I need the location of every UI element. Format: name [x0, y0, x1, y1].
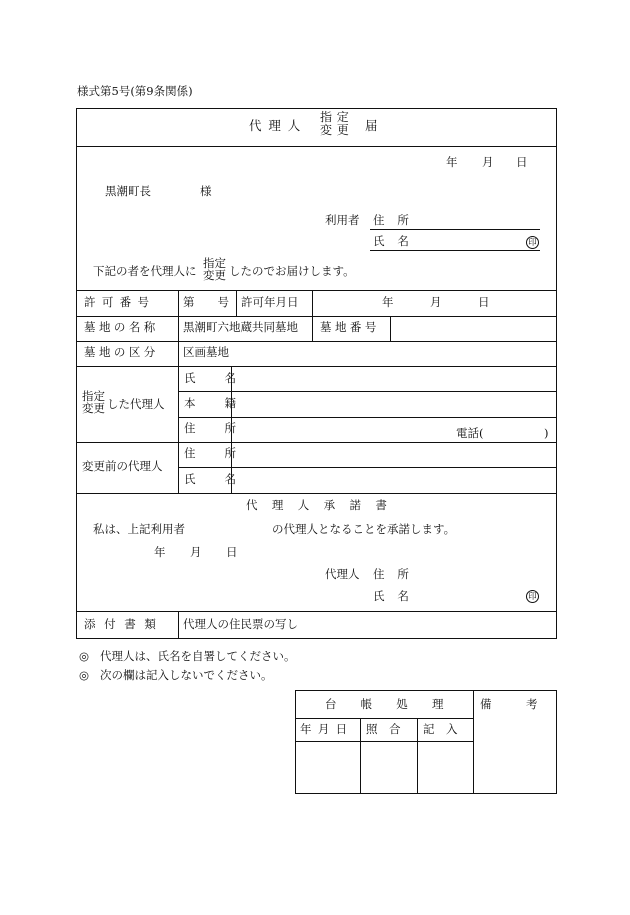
consent-address-label: 住 所 [373, 567, 414, 581]
permit-number-label: 許可番号 [84, 295, 156, 309]
honorific: 様 [200, 184, 212, 198]
phone-label: 電話( [456, 426, 484, 440]
title-designation-change: 指定 変更 [320, 110, 354, 137]
notice-designation-change: 指定 変更 [203, 256, 226, 283]
notice-prefix: 下記の者を代理人に [93, 264, 197, 278]
ledger-header: 台帳処理 [325, 697, 468, 711]
office-date-header: 年月日 [300, 722, 354, 736]
consent-text-suffix: の代理人となることを承諾します。 [272, 522, 456, 536]
consent-year: 年 [154, 545, 166, 559]
permit-date-label: 許可年月日 [241, 295, 299, 309]
plot-number-label: 墓地番号 [320, 320, 380, 334]
agent-domicile-label: 本 籍 [184, 396, 249, 410]
permit-date-year: 年 [382, 295, 394, 309]
agent-address-label: 住 所 [184, 421, 249, 435]
form-number: 様式第5号(第9条関係) [77, 84, 193, 98]
applicant-name-line[interactable] [370, 250, 540, 251]
consent-agent-label: 代理人 [325, 567, 360, 581]
applicant-address-label: 住 所 [373, 213, 414, 227]
header-day: 日 [516, 155, 528, 169]
consent-title: 代理人承諾書 [246, 498, 402, 512]
note-mark-1: ◎ [79, 649, 90, 663]
prev-address-label: 住 所 [184, 446, 249, 460]
applicant-address-line[interactable] [370, 229, 540, 230]
notice-suffix: したのでお届けします。 [229, 264, 355, 278]
prev-name-label: 氏 名 [184, 472, 249, 486]
remarks-header: 備 考 [480, 697, 538, 711]
applicant-label: 利用者 [325, 213, 360, 227]
permit-date-day: 日 [478, 295, 490, 309]
seal-icon: 印 [526, 236, 539, 249]
designated-agent-stack: 指定 変更 [82, 389, 105, 416]
cemetery-name-value: 黒潮町六地蔵共同墓地 [183, 320, 298, 334]
form-title: 代理人 [249, 118, 308, 133]
attachments-value: 代理人の住民票の写し [183, 617, 298, 631]
previous-agent-label: 変更前の代理人 [82, 459, 163, 473]
attachments-label: 添付書類 [84, 617, 165, 631]
cemetery-name-label: 墓地の名称 [84, 320, 159, 334]
title-suffix: 届 [365, 118, 378, 133]
applicant-name-label: 氏 名 [373, 234, 414, 248]
office-entry-header: 記 入 [423, 722, 458, 736]
office-check-header: 照 合 [366, 722, 401, 736]
note-text-1: 代理人は、氏名を自署してください。 [100, 649, 296, 663]
category-value: 区画墓地 [183, 345, 229, 359]
consent-text-prefix: 私は、上記利用者 [93, 522, 185, 536]
note-mark-2: ◎ [79, 668, 90, 682]
agent-name-label: 氏 名 [184, 371, 249, 385]
phone-close: ) [544, 426, 549, 440]
designated-agent-suffix: した代理人 [107, 397, 165, 411]
addressee: 黒潮町長 [105, 184, 151, 198]
header-year: 年 [446, 155, 458, 169]
consent-day: 日 [226, 545, 238, 559]
consent-name-label: 氏 名 [373, 589, 414, 603]
category-label: 墓地の区分 [84, 345, 159, 359]
consent-month: 月 [190, 545, 202, 559]
seal-icon: 印 [526, 590, 539, 603]
note-text-2: 次の欄は記入しないでください。 [100, 668, 273, 682]
permit-number-value[interactable]: 第 号 [183, 295, 229, 309]
permit-date-month: 月 [430, 295, 442, 309]
header-month: 月 [482, 155, 494, 169]
